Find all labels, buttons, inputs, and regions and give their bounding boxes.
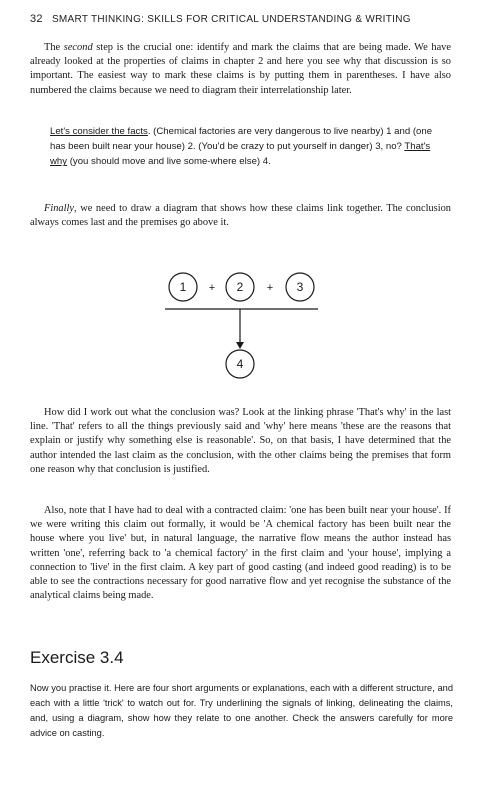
inference-arrow-head <box>236 342 244 349</box>
example-text-2: (you should move and live some-where else) 4. <box>67 156 271 168</box>
premise-2-label: 2 <box>236 280 244 294</box>
paragraph-how-conclusion <box>30 406 451 477</box>
para1-text-a: The <box>44 42 64 53</box>
para1-text-b: step is the crucial one: identify and mark the claims that are being made. We have already looked at the properties of claims in chapter 2 and here you see why that discussion is so important. The easiest way to mark these claims is by putting them in parentheses. I have also numbered the claims because we need to diagram their interrelationship later. <box>30 42 451 96</box>
linking-phrase-facts: Let's consider the facts <box>50 126 148 137</box>
page-number: 32 <box>30 13 43 25</box>
plus-sign-1: + <box>208 282 216 294</box>
exercise-instructions: Now you practise it. Here are four short arguments or explanations, each with a different structure, and each with a little 'trick' to watch out for. Try underlining the signals of linking, delineating the claims, and, using a diagram, show how they relate to one another. Check the answers carefully for more advice on casting. <box>30 683 453 738</box>
running-header <box>30 13 470 25</box>
premise-1-label: 1 <box>179 280 187 294</box>
linking-phrase-thats-why: That's why <box>50 141 431 168</box>
plus-sign-2: + <box>266 282 274 294</box>
exercise-heading: Exercise 3.4 <box>30 648 124 667</box>
paragraph-second-step <box>30 41 451 98</box>
example-text-1: . (Chemical factories are very dangerous to live nearby) 1 and (one has been built near your house) 2. (You'd be crazy to put yourself in danger) 3, no? <box>50 126 433 153</box>
example-argument <box>50 124 435 170</box>
paragraph-contracted-claim <box>30 504 451 603</box>
finally-emphasis: Finally <box>44 203 75 214</box>
para4-text: Also, note that I have had to deal with a contracted claim: 'one has been built near your house'. If we were writing this claim out formally, it would be 'A chemical factory has been built near the house where you live' but, in natural language, the narrative flow means the author instead has written 'one', referring back to 'a chemical factory' in the first claim and 'your house', implying a connection to 'live' in the first claim. A key part of good casting (and indeed good reading) is to be able to see the contractions necessary for good narrative flow and yet recognise the substance of the analytical claims being made. <box>30 505 451 602</box>
para2-text: , we need to draw a diagram that shows how these claims link together. The conclusion always comes last and the premises go above it. <box>30 203 451 229</box>
running-title: SMART THINKING: SKILLS FOR CRITICAL UNDERSTANDING & WRITING <box>51 14 411 25</box>
conclusion-label: 4 <box>236 357 244 371</box>
premise-3-label: 3 <box>296 280 304 294</box>
claim-diagram <box>0 270 492 385</box>
para1-emphasis: second <box>63 42 93 53</box>
paragraph-finally <box>30 202 451 230</box>
para3-text: How did I work out what the conclusion was? Look at the linking phrase 'That's why' in the last line. 'That' refers to all the things previously said and 'why' here means 'these are the reasons that explain or justify why something else is reasonable'. So, on that basis, I have determined that the author intended the last claim as the conclusion, with the other claims being the premises that form one reason why that conclusion is justified. <box>30 407 451 475</box>
